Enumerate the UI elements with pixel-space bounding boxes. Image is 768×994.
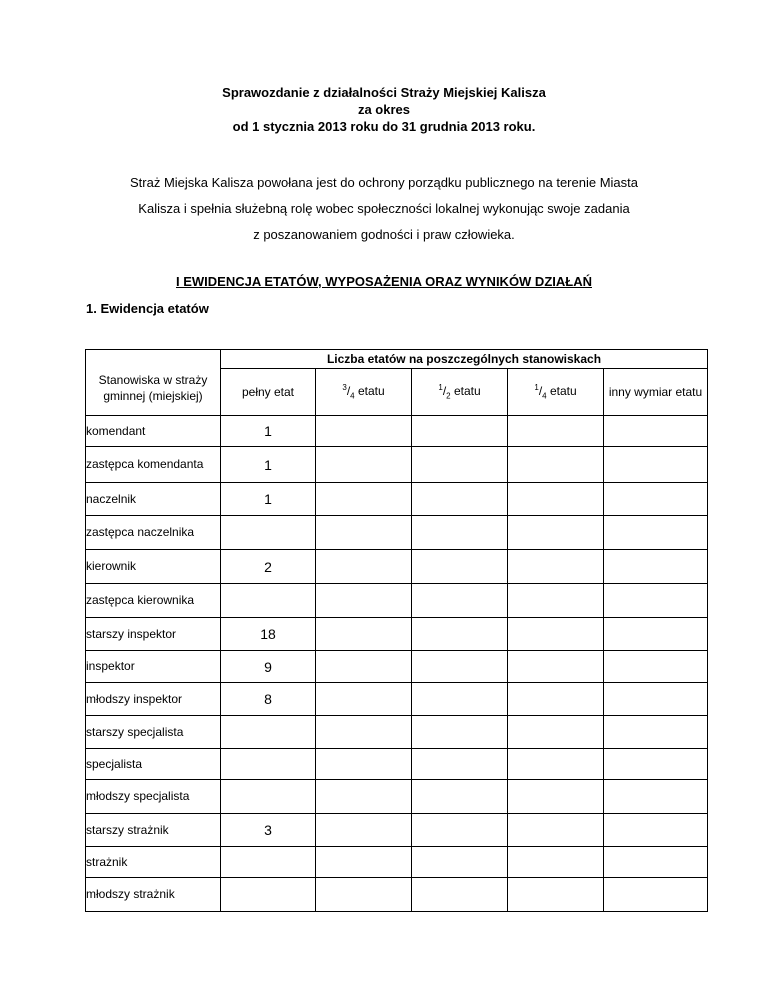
report-title bbox=[0, 84, 768, 135]
row-half-cell bbox=[412, 878, 508, 912]
row-half-cell bbox=[412, 584, 508, 618]
row-other-cell bbox=[604, 651, 708, 683]
table-row bbox=[86, 847, 708, 878]
row-full-time-count bbox=[221, 584, 316, 618]
row-three-quarter-cell bbox=[316, 814, 412, 847]
quarter-denominator: 4 bbox=[542, 391, 547, 401]
positions-table bbox=[85, 349, 708, 912]
report-title-line-3: od 1 stycznia 2013 roku do 31 grudnia 2013 roku. bbox=[232, 119, 536, 134]
row-position-name: starszy strażnik bbox=[86, 814, 221, 847]
position-column-header: Stanowiska w straży gminnej (miejskiej) bbox=[86, 350, 221, 416]
row-quarter-cell bbox=[508, 584, 604, 618]
row-three-quarter-cell bbox=[316, 483, 412, 516]
row-position-name: młodszy inspektor bbox=[86, 683, 221, 716]
row-position-name: strażnik bbox=[86, 847, 221, 878]
row-other-cell bbox=[604, 618, 708, 651]
row-full-time-count bbox=[221, 749, 316, 780]
row-three-quarter-cell bbox=[316, 716, 412, 749]
column-header-other: inny wymiar etatu bbox=[604, 369, 708, 416]
row-three-quarter-cell bbox=[316, 780, 412, 814]
row-half-cell bbox=[412, 483, 508, 516]
intro-paragraph bbox=[0, 170, 768, 248]
row-other-cell bbox=[604, 847, 708, 878]
row-quarter-cell bbox=[508, 814, 604, 847]
row-full-time-count: 1 bbox=[221, 483, 316, 516]
row-three-quarter-cell bbox=[316, 683, 412, 716]
row-half-cell bbox=[412, 780, 508, 814]
quarter-label: etatu bbox=[546, 384, 577, 399]
column-header-half: $^1/_2$ etatu bbox=[412, 369, 508, 416]
intro-line-3: z poszanowaniem godności i praw człowieka. bbox=[253, 227, 515, 242]
row-three-quarter-cell bbox=[316, 749, 412, 780]
table-row bbox=[86, 780, 708, 814]
group-header: Liczba etatów na poszczególnych stanowiskach bbox=[221, 350, 708, 369]
row-full-time-count bbox=[221, 780, 316, 814]
table-row bbox=[86, 516, 708, 550]
row-half-cell bbox=[412, 550, 508, 584]
table-row bbox=[86, 447, 708, 483]
row-other-cell bbox=[604, 550, 708, 584]
row-position-name: starszy inspektor bbox=[86, 618, 221, 651]
row-quarter-cell bbox=[508, 651, 604, 683]
row-full-time-count: 18 bbox=[221, 618, 316, 651]
row-full-time-count bbox=[221, 516, 316, 550]
row-position-name: zastępca kierownika bbox=[86, 584, 221, 618]
half-denominator: 2 bbox=[446, 391, 451, 401]
row-half-cell bbox=[412, 516, 508, 550]
row-position-name: zastępca naczelnika bbox=[86, 516, 221, 550]
column-header-three-quarter: $^3/_4$ etatu bbox=[316, 369, 412, 416]
row-half-cell bbox=[412, 847, 508, 878]
row-three-quarter-cell bbox=[316, 618, 412, 651]
intro-line-1: Straż Miejska Kalisza powołana jest do ochrony porządku publicznego na terenie Miasta bbox=[129, 175, 638, 190]
table-row bbox=[86, 584, 708, 618]
row-half-cell bbox=[412, 814, 508, 847]
quarter-numerator: 1 bbox=[534, 383, 539, 393]
table-row bbox=[86, 651, 708, 683]
three-quarter-label: etatu bbox=[354, 384, 385, 399]
row-full-time-count bbox=[221, 878, 316, 912]
row-quarter-cell bbox=[508, 550, 604, 584]
row-half-cell bbox=[412, 716, 508, 749]
table-row bbox=[86, 416, 708, 447]
row-quarter-cell bbox=[508, 516, 604, 550]
row-quarter-cell bbox=[508, 749, 604, 780]
row-quarter-cell bbox=[508, 716, 604, 749]
intro-line-2: Kalisza i spełnia służebną rolę wobec społeczności lokalnej wykonując swoje zadania bbox=[138, 201, 630, 216]
row-other-cell bbox=[604, 749, 708, 780]
row-quarter-cell bbox=[508, 483, 604, 516]
row-other-cell bbox=[604, 584, 708, 618]
row-three-quarter-cell bbox=[316, 447, 412, 483]
row-position-name: młodszy specjalista bbox=[86, 780, 221, 814]
row-three-quarter-cell bbox=[316, 550, 412, 584]
row-half-cell bbox=[412, 618, 508, 651]
row-three-quarter-cell bbox=[316, 878, 412, 912]
row-full-time-count: 3 bbox=[221, 814, 316, 847]
row-position-name: naczelnik bbox=[86, 483, 221, 516]
row-half-cell bbox=[412, 749, 508, 780]
row-other-cell bbox=[604, 780, 708, 814]
row-position-name: komendant bbox=[86, 416, 221, 447]
row-quarter-cell bbox=[508, 683, 604, 716]
table-body bbox=[86, 416, 708, 912]
table-row bbox=[86, 483, 708, 516]
row-position-name: specjalista bbox=[86, 749, 221, 780]
row-full-time-count bbox=[221, 847, 316, 878]
report-title-line-2: za okres bbox=[357, 102, 411, 117]
row-position-name: inspektor bbox=[86, 651, 221, 683]
row-other-cell bbox=[604, 483, 708, 516]
table-row bbox=[86, 618, 708, 651]
row-quarter-cell bbox=[508, 416, 604, 447]
row-other-cell bbox=[604, 814, 708, 847]
row-full-time-count: 8 bbox=[221, 683, 316, 716]
half-numerator: 1 bbox=[438, 383, 443, 393]
table-row bbox=[86, 749, 708, 780]
row-position-name: kierownik bbox=[86, 550, 221, 584]
subsection-heading: 1. Ewidencja etatów bbox=[86, 301, 209, 316]
report-title-line-1: Sprawozdanie z działalności Straży Miejskiej Kalisza bbox=[222, 85, 546, 100]
row-full-time-count: 1 bbox=[221, 447, 316, 483]
three-quarter-denominator: 4 bbox=[350, 391, 355, 401]
row-other-cell bbox=[604, 878, 708, 912]
row-quarter-cell bbox=[508, 618, 604, 651]
row-three-quarter-cell bbox=[316, 847, 412, 878]
table-row bbox=[86, 716, 708, 749]
row-other-cell bbox=[604, 683, 708, 716]
table-row bbox=[86, 814, 708, 847]
row-other-cell bbox=[604, 416, 708, 447]
row-quarter-cell bbox=[508, 447, 604, 483]
row-other-cell bbox=[604, 447, 708, 483]
row-three-quarter-cell bbox=[316, 516, 412, 550]
row-full-time-count: 1 bbox=[221, 416, 316, 447]
table-row bbox=[86, 683, 708, 716]
row-half-cell bbox=[412, 416, 508, 447]
row-position-name: zastępca komendanta bbox=[86, 447, 221, 483]
row-full-time-count: 9 bbox=[221, 651, 316, 683]
half-label: etatu bbox=[450, 384, 481, 399]
row-other-cell bbox=[604, 516, 708, 550]
row-position-name: młodszy strażnik bbox=[86, 878, 221, 912]
row-half-cell bbox=[412, 651, 508, 683]
column-header-full: pełny etat bbox=[221, 369, 316, 416]
row-other-cell bbox=[604, 716, 708, 749]
section-heading: I EWIDENCJA ETATÓW, WYPOSAŻENIA ORAZ WYNIKÓW DZIAŁAŃ bbox=[176, 274, 592, 289]
table-row bbox=[86, 878, 708, 912]
column-header-quarter: $^1/_4$ etatu bbox=[508, 369, 604, 416]
row-three-quarter-cell bbox=[316, 584, 412, 618]
row-quarter-cell bbox=[508, 878, 604, 912]
row-three-quarter-cell bbox=[316, 651, 412, 683]
row-full-time-count: 2 bbox=[221, 550, 316, 584]
row-three-quarter-cell bbox=[316, 416, 412, 447]
row-half-cell bbox=[412, 447, 508, 483]
row-position-name: starszy specjalista bbox=[86, 716, 221, 749]
table-row bbox=[86, 550, 708, 584]
row-full-time-count bbox=[221, 716, 316, 749]
three-quarter-numerator: 3 bbox=[342, 383, 347, 393]
row-half-cell bbox=[412, 683, 508, 716]
row-quarter-cell bbox=[508, 780, 604, 814]
row-quarter-cell bbox=[508, 847, 604, 878]
